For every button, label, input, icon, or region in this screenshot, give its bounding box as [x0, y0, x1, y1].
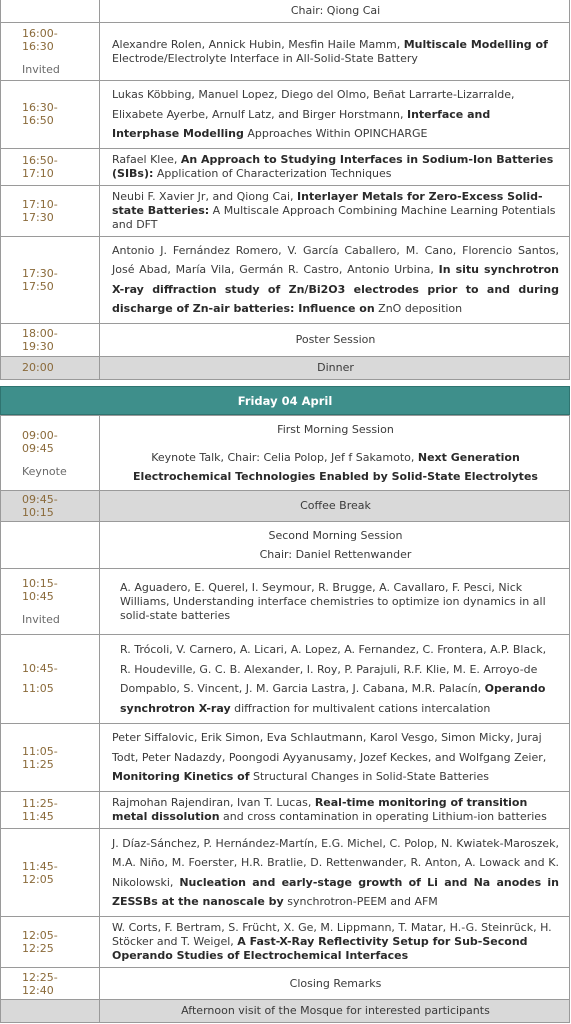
time-label: 11:45- 12:05 — [22, 859, 58, 886]
authors-text: Lukas Köbbing, Manuel Lopez, Diego del Olmo, Beñat Larrarte-Lizarralde, Elixabete Ayerbe, Arnulf Latz, and Birger Horstmann, — [112, 88, 515, 121]
session-title: First Morning Session — [277, 423, 394, 436]
talk-cell — [100, 185, 570, 236]
talk-type-label: Invited — [22, 613, 60, 626]
title-bold-text: Real-time monitoring of transition metal dissolution — [112, 796, 528, 823]
table-row — [1, 522, 570, 569]
table-row — [1, 1000, 570, 1023]
authors-text: J. Díaz-Sánchez, P. Hernández-Martín, E.G. Michel, C. Polop, N. Kwiatek-Maroszek, M.A. Niño, M. Foerster, H.R. Bratlie, D. Rettenwander, R. Anton, A. Lowack and K. Nikolowski, — [112, 836, 559, 889]
table-row — [1, 635, 570, 724]
table-row — [1, 917, 570, 968]
time-cell — [1, 635, 100, 724]
time-label: 17:30- 17:50 — [22, 266, 58, 293]
talk-type-label: Invited — [22, 63, 60, 76]
time-label: 09:45- 10:15 — [22, 493, 58, 519]
title-bold-text: In situ synchrotron X-ray diffraction study of Zn/Bi2O3 electrodes prior to and during discharge of Zn-air batteries: Influence on — [112, 263, 559, 315]
keynote-cell — [100, 416, 570, 491]
table-row — [1, 724, 570, 792]
title-bold-text: Nucleation and early-stage growth of Li and Na anodes in ZESSBs at the nanoscale by — [112, 875, 559, 908]
table-row — [1, 356, 570, 379]
time-label: 11:25- 11:45 — [22, 797, 58, 823]
title-rest-text: A Multiscale Approach Combining Machine Learning Potentials and DFT — [112, 203, 556, 231]
talk-type-label: Keynote — [22, 464, 67, 478]
title-rest-text: diffraction for multivalent cations intercalation — [230, 701, 491, 715]
talk-cell — [100, 792, 570, 829]
authors-text: Peter Siffalovic, Erik Simon, Eva Schlautmann, Karol Vesgo, Simon Micky, Juraj Todt, Peter Nadazdy, Poongodi Ayyanusamy, Jozef Keckes, and Wolfgang Zeier, — [112, 731, 547, 764]
title-rest-text: ZnO deposition — [374, 302, 463, 315]
time-label: 12:05- 12:25 — [22, 929, 58, 955]
time-label: 12:25- 12:40 — [22, 970, 58, 997]
time-cell — [1, 968, 100, 1000]
table-row — [1, 0, 570, 23]
time-cell — [1, 81, 100, 149]
time-label: 18:00- 19:30 — [22, 326, 58, 353]
table-row — [1, 148, 570, 185]
title-bold-text: Multiscale Modelling of — [403, 37, 548, 51]
time-label: 16:50- 17:10 — [22, 153, 58, 180]
title-bold-text: Next Generation Electrochemical Technologies Enabled by Solid-State Electrolytes — [133, 451, 538, 483]
talk-cell — [100, 236, 570, 323]
time-label: 11:05- 11:25 — [22, 744, 58, 771]
time-label: 10:15- 10:45 — [22, 577, 58, 603]
time-cell — [1, 792, 100, 829]
time-cell: 20:00 — [1, 356, 100, 379]
table-row — [1, 236, 570, 323]
time-label: 16:00- 16:30 — [22, 27, 58, 53]
session-cell: Poster Session — [100, 323, 570, 356]
authors-text: A. Aguadero, E. Querel, I. Seymour, R. Brugge, A. Cavallaro, F. Pesci, Nick Williams, Understanding interface chemistries to optimize ion dynamics in all solid-state batteries — [120, 580, 546, 622]
title-bold-text: An Approach to Studying Interfaces in Sodium-Ion Batteries (SIBs): — [112, 152, 554, 180]
table-row — [1, 185, 570, 236]
authors-text: Antonio J. Fernández Romero, V. García Caballero, M. Cano, Florencio Santos, José Abad, María Vila, Germán R. Castro, Antonio Urbina, — [112, 243, 559, 276]
time-cell — [1, 236, 100, 323]
time-cell — [1, 917, 100, 968]
title-rest-text: Structural Changes in Solid-State Batteries — [249, 770, 489, 784]
title-bold-text: Interlayer Metals for Zero-Excess Solid-state Batteries: — [112, 189, 543, 217]
keynote-chair-text: Keynote Talk, Chair: Celia Polop, Jef f Sakamoto, — [151, 451, 418, 464]
time-cell — [1, 323, 100, 356]
time-cell — [1, 185, 100, 236]
session-cell: Closing Remarks — [100, 968, 570, 1000]
time-cell — [1, 491, 100, 522]
table-row — [1, 968, 570, 1000]
authors-text: W. Corts, F. Bertram, S. Frücht, X. Ge, M. Lippmann, T. Matar, H.-G. Steinrück, H. Stöcker and T. Weigel, — [112, 921, 552, 948]
time-cell — [1, 1000, 100, 1023]
time-label: 17:10- 17:30 — [22, 197, 58, 224]
talk-cell — [100, 569, 570, 635]
authors-text: Alexandre Rolen, Annick Hubin, Mesfin Haile Mamm, — [112, 37, 404, 51]
table-row — [1, 792, 570, 829]
talk-cell — [100, 148, 570, 185]
time-cell — [1, 724, 100, 792]
talk-cell — [100, 635, 570, 724]
table-row — [1, 829, 570, 917]
talk-cell — [100, 23, 570, 81]
thursday-schedule-table — [0, 0, 570, 380]
time-label: 16:30- 16:50 — [22, 101, 58, 128]
time-cell — [1, 416, 100, 491]
table-row — [1, 23, 570, 81]
talk-cell — [100, 829, 570, 917]
time-label: 10:45- 11:05 — [22, 662, 58, 695]
title-rest-text: synchrotron-PEEM and AFM — [283, 895, 438, 908]
authors-text: Neubi F. Xavier Jr, and Qiong Cai, — [112, 189, 298, 203]
talk-cell — [100, 81, 570, 149]
time-cell — [1, 522, 100, 569]
session-cell: Coffee Break — [100, 491, 570, 522]
title-rest-text: Application of Characterization Techniques — [153, 166, 392, 180]
session-cell: Dinner — [100, 356, 570, 379]
title-bold-text: A Fast-X-Ray Reflectivity Setup for Sub-Second Operando Studies of Electrochemical Interfaces — [112, 935, 528, 962]
friday-schedule-table — [0, 415, 570, 1023]
session-title: Second Morning Session — [268, 529, 403, 542]
authors-text: Rafael Klee, — [112, 152, 181, 166]
time-cell — [1, 0, 100, 23]
time-cell — [1, 23, 100, 81]
chair-text: Chair: Daniel Rettenwander — [259, 548, 412, 561]
title-rest-text: and cross contamination in operating Lithium-ion batteries — [219, 810, 547, 823]
table-row — [1, 569, 570, 635]
session-cell — [100, 522, 570, 569]
time-cell — [1, 148, 100, 185]
day-header: Friday 04 April — [0, 386, 570, 415]
authors-text: Rajmohan Rajendiran, Ivan T. Lucas, — [112, 796, 315, 809]
title-bold-text: Operando synchrotron X-ray — [120, 682, 546, 715]
authors-text: R. Trócoli, V. Carnero, A. Licari, A. Lopez, A. Fernandez, C. Frontera, A.P. Black, R. Houdeville, G. C. B. Alexander, I. Roy, P. Parajuli, R.F. Klie, M. E. Arroyo-de Dompablo, S. Vincent, J. M. Garcia Lastra, J. Cabana, M.R. Palacín, — [120, 643, 547, 695]
talk-cell — [100, 917, 570, 968]
title-bold-text: Interface and Interphase Modelling — [112, 107, 491, 140]
chair-cell: Chair: Qiong Cai — [100, 0, 570, 23]
time-cell — [1, 829, 100, 917]
title-rest-text: Electrode/Electrolyte Interface in All-Solid-State Battery — [112, 51, 418, 65]
time-cell — [1, 569, 100, 635]
time-label: 09:00- 09:45 — [22, 428, 58, 455]
table-row — [1, 323, 570, 356]
table-row — [1, 81, 570, 149]
title-rest-text: Approaches Within OPINCHARGE — [243, 127, 428, 140]
talk-cell — [100, 724, 570, 792]
session-cell: Afternoon visit of the Mosque for interested participants — [100, 1000, 570, 1023]
table-row — [1, 491, 570, 522]
title-bold-text: Monitoring Kinetics of — [112, 770, 250, 784]
table-row — [1, 416, 570, 491]
